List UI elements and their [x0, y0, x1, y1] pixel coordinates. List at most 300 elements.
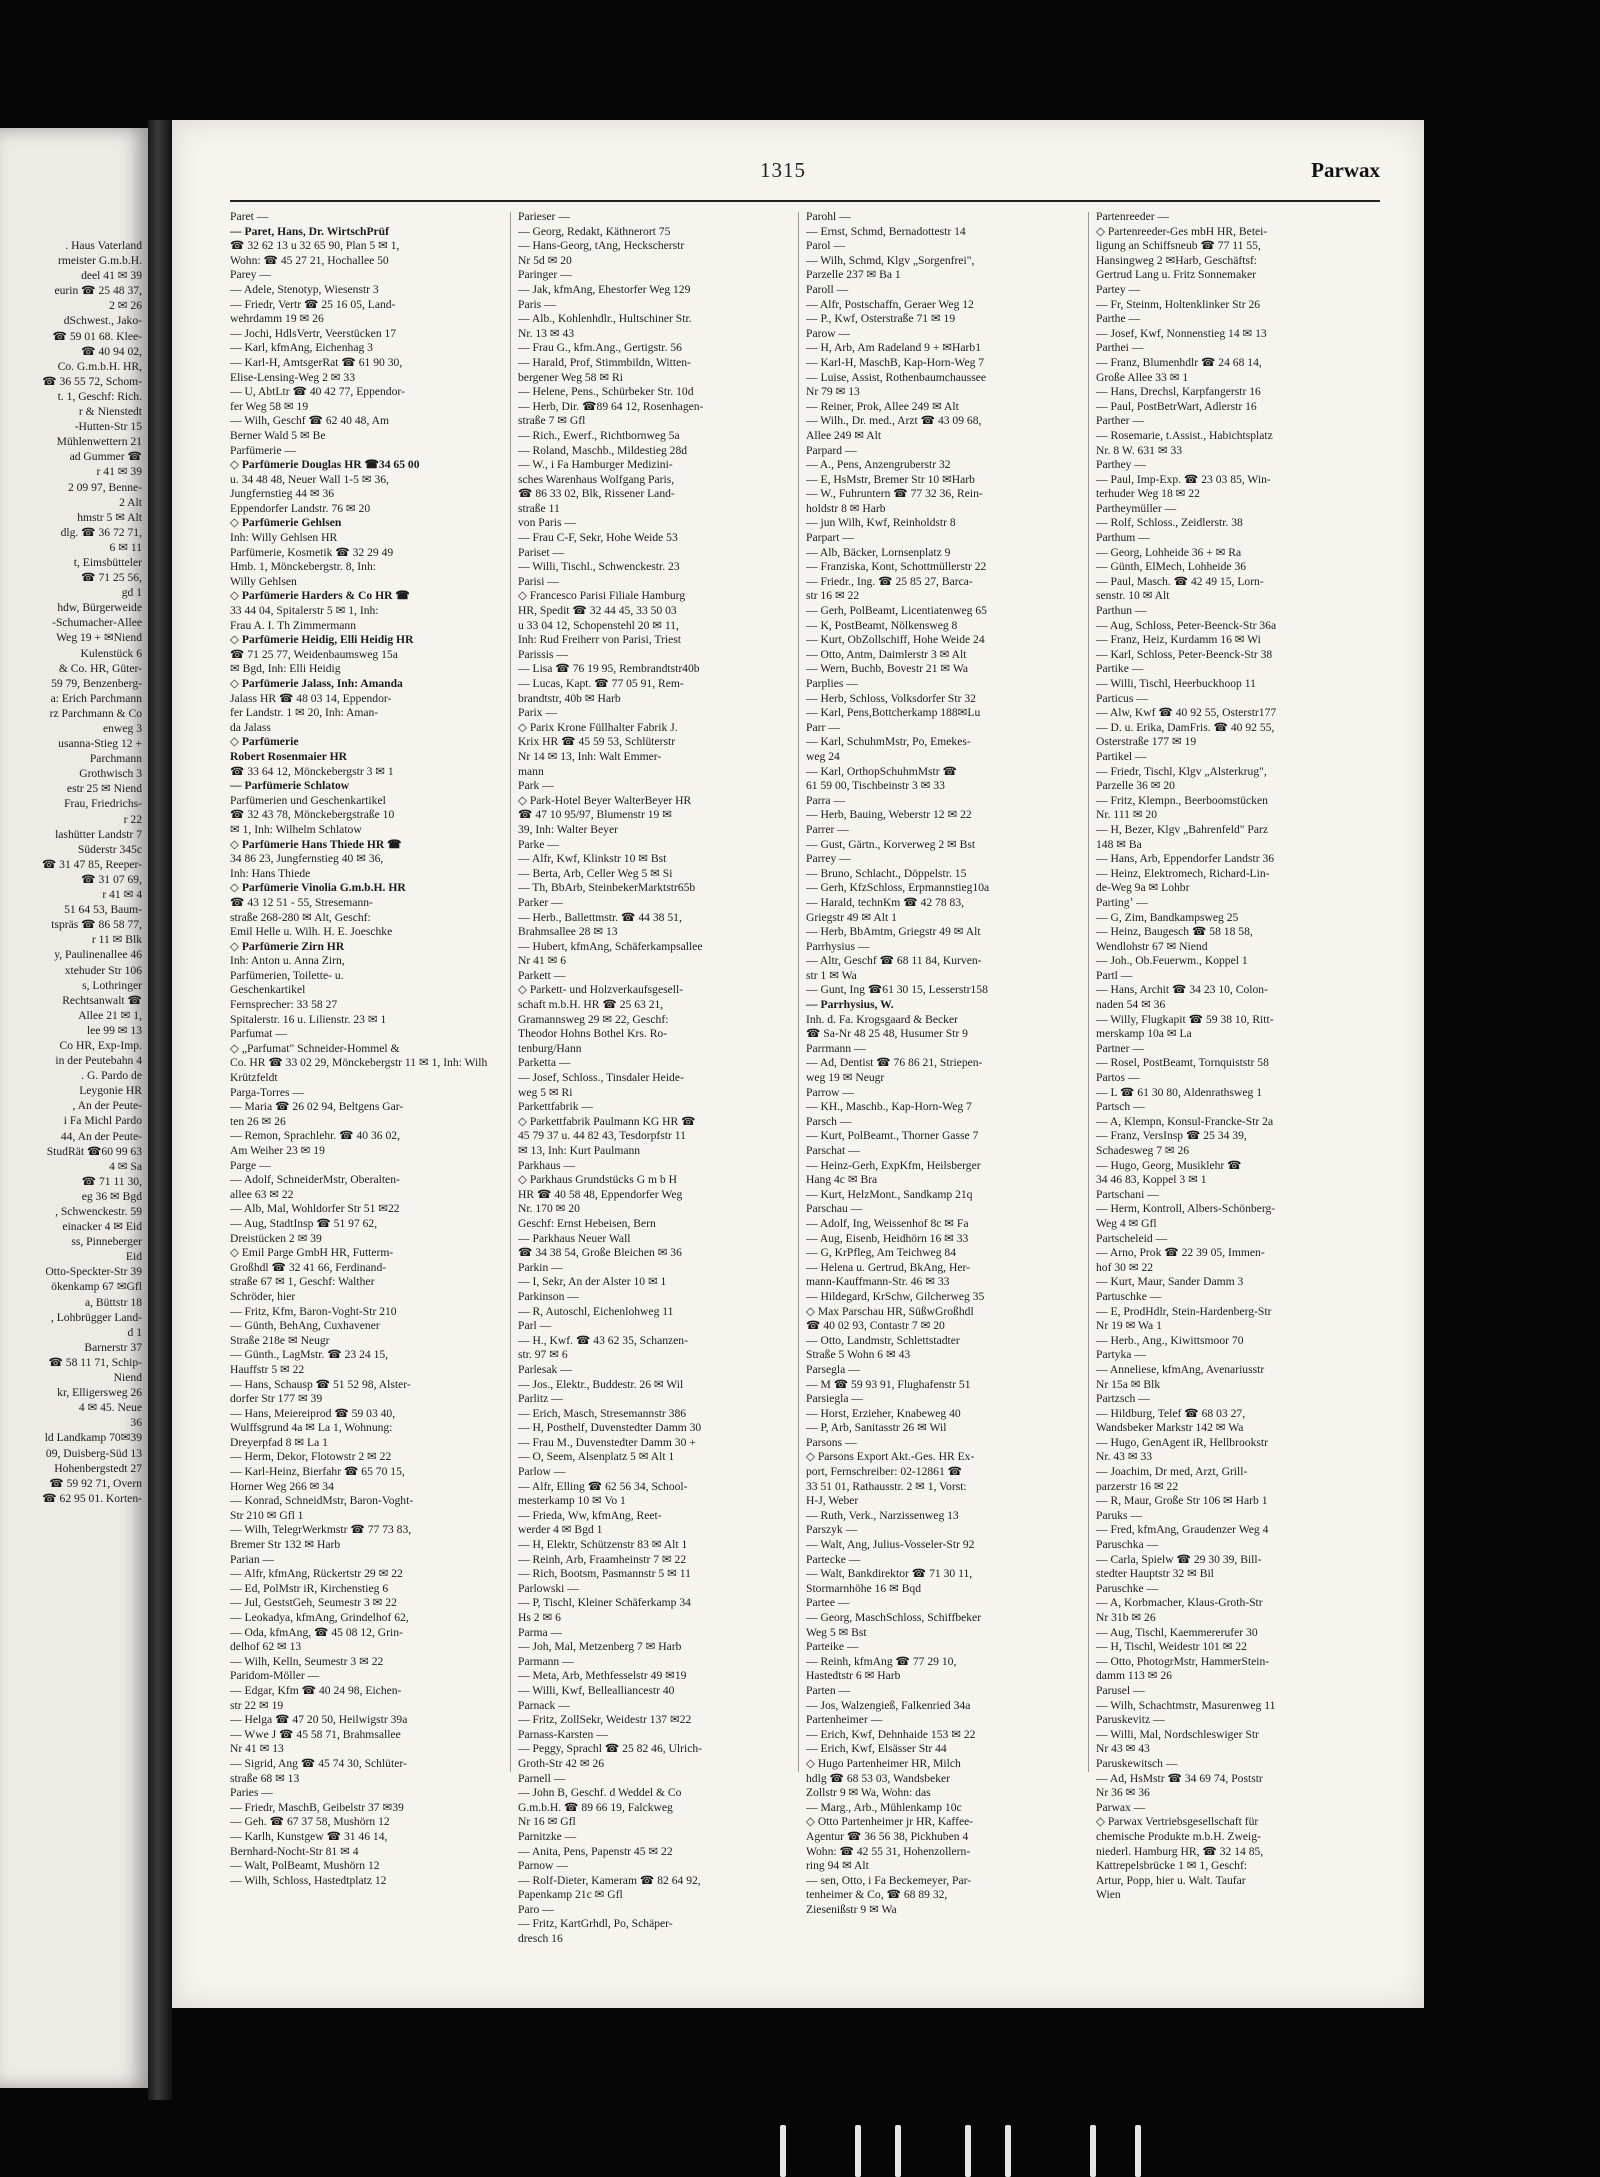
left-page-line: y, Paulinenallee 46	[54, 948, 142, 962]
directory-line: — Willy, Flugkapit ☎ 59 38 10, Ritt-	[1096, 1012, 1274, 1026]
directory-line: — Geh. ☎ 67 37 58, Mushörn 12	[230, 1815, 390, 1829]
directory-line: Kattrepelsbrücke 1 ✉ 1, Geschf:	[1096, 1859, 1248, 1873]
directory-line: — Carla, Spielw ☎ 29 30 39, Bill-	[1096, 1552, 1262, 1566]
directory-line: — Otto, Landmstr, Schlettstadter	[806, 1333, 960, 1347]
directory-line: — G, Zim, Bandkampsweg 25	[1096, 910, 1239, 924]
directory-line: — Willi, Tischl, Heerbuckhoop 11	[1096, 677, 1256, 690]
directory-line: — Alfr, Kwf, Klinkstr 10 ✉ Bst	[518, 852, 667, 866]
directory-line: Großhdl ☎ 32 41 66, Ferdinand-	[230, 1260, 387, 1274]
left-page-line: gd 1	[121, 586, 142, 600]
directory-line: — Th, BbArb, SteinbekerMarktstr65b	[518, 881, 696, 895]
directory-line: straße 7 ✉ Gfl	[518, 414, 586, 428]
directory-line: — Harald, technKm ☎ 42 78 83,	[806, 895, 965, 909]
directory-line: — Heinz, Elektromech, Richard-Lin-	[1096, 866, 1270, 880]
directory-line: — Bruno, Schlacht., Döppelstr. 15	[806, 866, 967, 880]
directory-line: Wulffsgrund 4a ✉ La 1, Wohnung:	[230, 1421, 393, 1435]
directory-line: niederl. Hamburg HR, ☎ 32 14 85,	[1096, 1844, 1264, 1858]
directory-line: — Marg., Arb., Mühlenkamp 10c	[806, 1800, 962, 1814]
directory-line: — Jul, GeststGeh, Seumestr 3 ✉ 22	[230, 1596, 397, 1610]
directory-line: fer Landstr. 1 ✉ 20, Inh: Aman-	[230, 706, 379, 720]
directory-line: 148 ✉ Ba	[1096, 837, 1142, 851]
directory-line: — Frau G., kfm.Ang., Gertigstr. 56	[518, 341, 682, 355]
directory-line: — Otto, Antm, Daimlerstr 3 ✉ Alt	[806, 647, 967, 661]
directory-line: Parkettfabrik —	[518, 1100, 594, 1114]
directory-line: — Alb, Mal, Wohldorfer Str 51 ✉22	[230, 1202, 400, 1216]
directory-line: — Paul, Masch. ☎ 42 49 15, Lorn-	[1096, 574, 1264, 588]
directory-line: Eppendorfer Landstr. 76 ✉ 20	[230, 501, 371, 515]
directory-line: hof 30 ✉ 22	[1096, 1260, 1154, 1274]
directory-line: Partuschke —	[1096, 1289, 1162, 1303]
directory-line: Parthe —	[1096, 312, 1141, 326]
directory-line: — P., Kwf, Osterstraße 71 ✉ 19	[806, 312, 956, 326]
directory-line: Zollstr 9 ✉ Wa, Wohn: das	[806, 1786, 931, 1800]
directory-line: Parrhysius —	[806, 939, 870, 953]
directory-line: werder 4 ✉ Bgd 1	[518, 1523, 603, 1537]
directory-line: Nr 43 ✉ 43	[1096, 1742, 1150, 1756]
directory-line: — Alfr, Postschaffn, Geraer Weg 12	[806, 297, 974, 311]
directory-line: Parmann —	[518, 1654, 574, 1668]
left-page-line: usanna-Stieg 12 +	[58, 737, 142, 751]
directory-line: Wohn: ☎ 45 27 21, Hochallee 50	[230, 253, 389, 267]
directory-line: — Ed, PolMstr iR, Kirchenstieg 6	[230, 1581, 389, 1595]
directory-line: straße 11	[518, 501, 560, 515]
directory-line: 39, Inh: Walter Beyer	[518, 822, 618, 836]
left-page-line: t, Eimsbütteler	[73, 555, 142, 569]
directory-line: — Anneliese, kfmAng, Avenariusstr	[1096, 1362, 1265, 1376]
directory-line: — Reinh, kfmAng ☎ 77 29 10,	[806, 1654, 957, 1668]
directory-line: Parfümerie —	[230, 443, 296, 457]
directory-line: — Remon, Sprachlehr. ☎ 40 36 02,	[230, 1129, 400, 1143]
left-page-line: . Haus Vaterland	[65, 239, 142, 252]
directory-line: — Adele, Stenotyp, Wiesenstr 3	[230, 282, 379, 296]
directory-line: — Gunt, Ing ☎61 30 15, Lesserstr158	[806, 983, 988, 997]
left-page-line: Kulenstück 6	[80, 646, 142, 660]
left-page-line: . G. Pardo de	[81, 1069, 142, 1083]
directory-line: Parsegla —	[806, 1362, 860, 1376]
directory-line: Parix —	[518, 706, 557, 720]
directory-line: Frau A. I. Th Zimmermann	[230, 618, 357, 632]
directory-line: — Lucas, Kapt. ☎ 77 05 91, Rem-	[518, 677, 684, 690]
directory-line: straße 268-280 ✉ Alt, Geschf:	[230, 910, 371, 924]
directory-line: Co. HR ☎ 33 02 29, Mönckebergstr 11 ✉ 1, Inh: Wilh	[230, 1056, 488, 1070]
directory-line: Emil Helle u. Wilh. H. E. Joeschke	[230, 925, 393, 939]
directory-line: Parra —	[806, 793, 845, 807]
directory-line: Parkin —	[518, 1260, 563, 1274]
directory-line: Parthei —	[1096, 341, 1144, 355]
directory-line: — Herb, Schloss, Volksdorfer Str 32	[806, 691, 976, 705]
directory-line: ◇ Otto Partenheimer jr HR, Kaffee-	[806, 1815, 974, 1829]
directory-line: — K, PostBeamt, Nölkensweg 8	[806, 618, 958, 632]
directory-line: ☎ Sa-Nr 48 25 48, Husumer Str 9	[806, 1027, 968, 1041]
directory-line: parzerstr 16 ✉ 22	[1096, 1479, 1179, 1493]
directory-line: Berner Wald 5 ✉ Be	[230, 428, 326, 442]
directory-line: — D. u. Erika, DamFris. ☎ 40 92 55,	[1096, 720, 1275, 734]
directory-line: Parian —	[230, 1552, 275, 1566]
directory-line: — Harald, Prof, Stimmbildn, Witten-	[518, 355, 691, 369]
directory-line: — Aug, StadtInsp ☎ 51 97 62,	[230, 1216, 378, 1230]
directory-line: ☎ 86 33 02, Blk, Rissener Land-	[518, 487, 675, 501]
directory-line: — Wilh, Schloss, Hastedtplatz 12	[230, 1873, 387, 1887]
left-page-line: ld Landkamp 70✉39	[44, 1431, 142, 1445]
directory-line: bergener Weg 58 ✉ Ri	[518, 370, 623, 384]
directory-line: Parrmann —	[806, 1041, 866, 1055]
left-page-line: rz Parchmann & Co	[49, 706, 142, 720]
directory-line: — Rich., Ewerf., Richtbornweg 5a	[518, 428, 680, 442]
directory-line: — E, HsMstr, Bremer Str 10 ✉Harb	[806, 472, 975, 486]
directory-line: — Wilh, Geschf ☎ 62 40 48, Am	[230, 414, 389, 428]
directory-line: Am Weiher 23 ✉ 19	[230, 1144, 325, 1157]
directory-line: Parplies —	[806, 677, 858, 690]
left-page-line: Frau, Friedrichs-	[64, 797, 142, 811]
directory-line: ✉ Bgd, Inh: Elli Heidig	[230, 662, 341, 676]
directory-line: Paris —	[518, 297, 556, 311]
directory-line: — Günth., LagMstr. ☎ 23 24 15,	[230, 1348, 389, 1362]
directory-line: — jun Wilh, Kwf, Reinholdstr 8	[806, 516, 956, 530]
directory-line: — Willi, Kwf, Belleallianсestr 40	[518, 1683, 675, 1697]
left-page-line: 09, Duisberg-Süd 13	[45, 1446, 142, 1460]
left-page-line: t. 1, Geschf: Rich.	[57, 389, 142, 403]
directory-line: — Jochi, HdlsVertr, Veerstücken 17	[230, 326, 397, 340]
left-page-line: lee 99 ✉ 13	[86, 1023, 142, 1037]
directory-line: Partzsch —	[1096, 1392, 1150, 1406]
directory-line: Hansingweg 2 ✉Harb, Geschäftsf:	[1096, 253, 1258, 267]
left-page-line: 4 ✉ Sa	[109, 1159, 142, 1173]
left-page-line: deel 41 ✉ 39	[81, 269, 142, 283]
directory-line: Jalass HR ☎ 48 03 14, Eppendor-	[230, 691, 392, 705]
header-rule	[230, 200, 1380, 202]
left-page-line: s, Lothringer	[82, 978, 142, 992]
column-divider	[798, 212, 799, 1772]
left-page-fragment	[0, 128, 148, 2088]
directory-line: Straße 218e ✉ Neugr	[230, 1333, 330, 1347]
directory-line: Partikel —	[1096, 749, 1147, 763]
directory-line: — Erich, Masch, Stresemannstr 386	[518, 1406, 687, 1420]
directory-line: HR, Spedit ☎ 32 44 45, 33 50 03	[518, 604, 677, 618]
directory-line: ◇ Parkettfabrik Paulmann KG HR ☎	[518, 1114, 696, 1128]
directory-line: — Herb, BbAmtm, Griegstr 49 ✉ Alt	[806, 925, 981, 939]
directory-line: mesterkamp 10 ✉ Vo 1	[518, 1494, 626, 1508]
directory-line: Parrey —	[806, 852, 851, 866]
directory-line: Paruks —	[1096, 1508, 1143, 1522]
left-page-line: einacker 4 ✉ Eid	[62, 1220, 142, 1234]
left-page-line: hmstr 5 ✉ Alt	[77, 510, 142, 524]
directory-line: — Kurt, Maur, Sander Damm 3	[1096, 1275, 1244, 1289]
directory-line: Weg 5 ✉ Bst	[806, 1625, 867, 1639]
directory-line: Parol —	[806, 239, 845, 253]
directory-line: — M ☎ 59 93 91, Flughafenstr 51	[806, 1377, 971, 1391]
directory-line: ☎ 47 10 95/97, Blumenstr 19 ✉	[518, 808, 672, 822]
directory-line: — H, Elektr, Schützenstr 83 ✉ Alt 1	[518, 1538, 688, 1552]
directory-line: Parissis —	[518, 647, 568, 661]
directory-line: — Wilh, Kelln, Seumestr 3 ✉ 22	[230, 1654, 384, 1668]
directory-line: — Helene, Pens., Schürbeker Str. 10d	[518, 385, 694, 399]
directory-line: Parkett —	[518, 968, 566, 982]
directory-line: port, Fernschreiber: 02-12861 ☎	[806, 1465, 963, 1479]
directory-line: ◇ Francesco Parisi Filiale Hamburg	[518, 589, 686, 603]
directory-line: — Friedr, Vertr ☎ 25 16 05, Land-	[230, 297, 396, 311]
directory-line: Parnell —	[518, 1771, 566, 1785]
directory-line: mann	[518, 764, 544, 778]
directory-line: — Karl, kfmAng, Eichenhag 3	[230, 341, 373, 355]
directory-line: — A., Pens, Anzengruberstr 32	[806, 458, 951, 472]
directory-line: ✉ 13, Inh: Kurt Paulmann	[518, 1144, 641, 1157]
directory-line: Wandsbeker Markstr 142 ✉ Wa	[1096, 1421, 1244, 1435]
directory-line: — Karl-H, MaschB, Kap-Horn-Weg 7	[806, 355, 985, 369]
directory-line: Bremer Str 132 ✉ Harb	[230, 1538, 341, 1552]
directory-line: ☎ 71 25 77, Weidenbaumsweg 15a	[230, 647, 398, 661]
directory-line: — Hildegard, KrSchw, Gilcherweg 35	[806, 1289, 985, 1303]
directory-line: Groth-Str 42 ✉ 26	[518, 1756, 605, 1770]
directory-line: ring 94 ✉ Alt	[806, 1859, 869, 1873]
directory-line: — Hugo, GenAgent iR, Hellbrookstr	[1096, 1435, 1268, 1449]
directory-line: — Hans-Georg, tAng, Heckscherstr	[518, 239, 685, 253]
directory-line: ligung an Schiffsneub ☎ 77 11 55,	[1096, 239, 1261, 253]
directory-line: — Heinz, Baugesch ☎ 58 18 58,	[1096, 925, 1253, 939]
directory-line: Parnass-Karsten —	[518, 1727, 608, 1741]
directory-line: — Wilh, TelegrWerkmstr ☎ 77 73 83,	[230, 1523, 412, 1537]
directory-line: — Fritz, Klempn., Beerboomstücken	[1096, 793, 1268, 807]
directory-line: ◇ Parfümerie Hans Thiede HR ☎	[230, 837, 402, 851]
directory-line: Dreyerpfad 8 ✉ La 1	[230, 1435, 328, 1449]
directory-line: Partenreeder —	[1096, 210, 1170, 223]
directory-line: — Ad, HsMstr ☎ 34 69 74, Poststr	[1096, 1771, 1263, 1785]
directory-line: Fernsprecher: 33 58 27	[230, 998, 338, 1012]
directory-line: — E, ProdHdlr, Stein-Hardenberg-Str	[1096, 1304, 1272, 1318]
directory-line: — Meta, Arb, Methfesselstr 49 ✉19	[518, 1669, 687, 1683]
directory-line: ◇ Park-Hotel Beyer WalterBeyer HR	[518, 793, 692, 807]
directory-line: — Gerh, KfzSchloss, Erpmannstieg10a	[806, 881, 990, 895]
directory-line: terhuder Weg 18 ✉ 22	[1096, 487, 1200, 501]
directory-line: chemische Produkte m.b.H. Zweig-	[1096, 1829, 1261, 1843]
left-page-line: r 41 ✉ 39	[96, 465, 142, 479]
directory-line: — W., Fuhruntern ☎ 77 32 36, Rein-	[806, 487, 983, 501]
directory-line: Nr 16 ✉ Gfl	[518, 1815, 576, 1829]
left-page-line: ☎ 71 25 56,	[81, 571, 142, 585]
directory-line: Agentur ☎ 36 56 38, Pickhuben 4	[806, 1829, 969, 1843]
directory-line: — Alfr, Elling ☎ 62 56 34, School-	[518, 1479, 688, 1493]
left-page-line: Allee 21 ✉ 1,	[78, 1008, 142, 1022]
directory-line: — Hildburg, Telef ☎ 68 03 27,	[1096, 1406, 1246, 1420]
directory-line: Nr 14 ✉ 13, Inh: Walt Emmer-	[518, 749, 662, 763]
directory-line: Parwax —	[1096, 1800, 1146, 1814]
left-page-line: Rechtsanwalt ☎	[62, 993, 142, 1007]
directory-line: Parieser —	[518, 210, 570, 223]
left-page-line: a: Erich Parchmann	[50, 691, 142, 705]
left-page-line: r 22	[123, 812, 142, 826]
directory-line: — Alw, Kwf ☎ 40 92 55, Osterstr177	[1096, 706, 1277, 720]
directory-line: Hastedtstr 6 ✉ Harb	[806, 1669, 901, 1683]
directory-line: — Joachim, Dr med, Arzt, Grill-	[1096, 1465, 1248, 1479]
directory-line: — Karlh, Kunstgew ☎ 31 46 14,	[230, 1829, 388, 1843]
left-page-line: ☎ 31 07 69,	[81, 872, 142, 886]
directory-line: — Heinz-Gerh, ExpKfm, Heilsberger	[806, 1158, 981, 1172]
left-page-line: Süderstr 345c	[77, 842, 142, 856]
directory-line: Parr —	[806, 720, 840, 734]
left-page-line: StudRät ☎60 99 63	[46, 1144, 142, 1158]
left-page-line: Grothwisch 3	[79, 767, 142, 781]
directory-line: — H, Posthelf, Duvenstedter Damm 30	[518, 1421, 702, 1435]
directory-line: stedter Hauptstr 32 ✉ Bil	[1096, 1567, 1214, 1581]
directory-line: Inh. d. Fa. Krogsgaard & Becker	[806, 1012, 958, 1026]
directory-line: Hang 4c ✉ Bra	[806, 1173, 878, 1187]
directory-line: — Erich, Kwf, Dehnhaide 153 ✉ 22	[806, 1727, 976, 1741]
directory-line: Parpard —	[806, 443, 857, 457]
directory-line: Horner Weg 266 ✉ 34	[230, 1479, 334, 1493]
directory-line: Inh: Rud Freiherr von Parisi, Triest	[518, 633, 681, 647]
directory-line: Pariset —	[518, 545, 565, 559]
directory-line: ◇ Parix Krone Füllhalter Fabrik J.	[518, 720, 678, 734]
directory-line: Parten —	[806, 1683, 851, 1697]
left-page-line: r & Nienstedt	[78, 405, 142, 419]
directory-line: — Ruth, Verk., Narzissenweg 13	[806, 1508, 959, 1522]
directory-line: — Paret, Hans, Dr. WirtschPrüf	[230, 224, 389, 238]
directory-line: — U, AbtLtr ☎ 40 42 77, Eppendor-	[230, 385, 405, 399]
directory-line: Partecke —	[806, 1552, 861, 1566]
directory-line: — Fritz, ZollSekr, Weidestr 137 ✉22	[518, 1713, 692, 1727]
directory-line: Parisi —	[518, 574, 559, 588]
directory-line: — Fr, Steinm, Holtenklinker Str 26	[1096, 297, 1261, 311]
left-page-line: Niend	[113, 1371, 142, 1385]
directory-line: Parnack —	[518, 1698, 570, 1712]
directory-line: Nr 31b ✉ 26	[1096, 1611, 1156, 1624]
directory-line: — H, Arb, Am Radeland 9 + ✉Harb1	[806, 341, 981, 355]
directory-line: tenheimer & Co, ☎ 68 89 32,	[806, 1888, 948, 1902]
directory-line: Dreistücken 2 ✉ 39	[230, 1231, 322, 1245]
directory-line: Particus —	[1096, 691, 1148, 705]
directory-line: — G, KrPfleg, Am Teichweg 84	[806, 1246, 956, 1260]
directory-line: ☎ 43 12 51 - 55, Stresemann-	[230, 895, 373, 909]
directory-line: Gramannsweg 29 ✉ 22, Geschf:	[518, 1012, 669, 1026]
directory-line: Weg 4 ✉ Gfl	[1096, 1216, 1157, 1230]
directory-line: — Franz, Heiz, Kurdamm 16 ✉ Wi	[1096, 633, 1261, 647]
directory-line: Parther —	[1096, 414, 1144, 428]
directory-line: — Parfümerie Schlatow	[230, 779, 350, 793]
film-mark	[965, 2125, 971, 2177]
directory-line: Parzelle 36 ✉ 20	[1096, 779, 1175, 793]
directory-line: Nr 19 ✉ Wa 1	[1096, 1319, 1162, 1333]
directory-line: — Karl, Schloss, Peter-Beenck-Str 38	[1096, 647, 1273, 661]
directory-line: Geschenkartikel	[230, 983, 306, 997]
directory-line: Parpart —	[806, 531, 854, 545]
directory-line: — Hugo, Georg, Musiklehr ☎	[1096, 1158, 1242, 1172]
directory-line: — Paul, Imp-Exp. ☎ 23 03 85, Win-	[1096, 472, 1271, 486]
directory-line: 34 86 23, Jungfernstieg 40 ✉ 36,	[230, 852, 384, 866]
directory-line: — Paul, PostBetrWart, Adlerstr 16	[1096, 399, 1257, 413]
directory-line: ◇ Parsons Export Akt.-Ges. HR Ex-	[806, 1450, 975, 1464]
directory-line: Brahmsallee 28 ✉ 13	[518, 925, 618, 939]
left-page-line: -Schumacher-Allee	[52, 616, 142, 630]
directory-line: — Georg, Lohheide 36 + ✉ Ra	[1096, 545, 1242, 559]
directory-line: Nr. 13 ✉ 43	[518, 326, 575, 340]
directory-line: mann-Kauffmann-Str. 46 ✉ 33	[806, 1275, 950, 1289]
directory-line: Paruschke —	[1096, 1581, 1159, 1595]
directory-line: — Reiner, Prok, Allee 249 ✉ Alt	[806, 399, 959, 413]
directory-line: — Adolf, Ing, Weissenhof 8c ✉ Fa	[806, 1216, 969, 1230]
directory-line: — L ☎ 61 30 80, Aldenrathsweg 1	[1096, 1085, 1262, 1099]
directory-line: — Jos, Walzengieß, Falkenried 34a	[806, 1698, 971, 1712]
film-mark	[895, 2125, 901, 2177]
directory-line: — Wwe J ☎ 45 58 71, Brahmsallee	[230, 1727, 401, 1741]
directory-column-2	[518, 210, 790, 1947]
directory-line: Inh: Anton u. Anna Zirn,	[230, 954, 345, 968]
directory-line: — H., Kwf. ☎ 43 62 35, Schanzen-	[518, 1333, 688, 1347]
directory-line: weg 5 ✉ Ri	[518, 1085, 573, 1099]
directory-line: Parlowski —	[518, 1581, 579, 1595]
directory-line: — Otto, PhotogrMstr, HammerStein-	[1096, 1654, 1270, 1668]
left-page-line: Weg 19 + ✉Niend	[56, 631, 142, 645]
directory-line: ◇ Hugo Partenheimer HR, Milch	[806, 1756, 961, 1770]
directory-line: Griegstr 49 ✉ Alt 1	[806, 910, 897, 924]
directory-line: Osterstraße 177 ✉ 19	[1096, 735, 1197, 749]
directory-line: Inh: Hans Thiede	[230, 866, 311, 880]
directory-line: ◇ Parfümerie Vinolia G.m.b.H. HR	[230, 881, 406, 895]
left-page-line: r 41 ✉ 4	[102, 888, 142, 902]
directory-line: Papenkamp 21c ✉ Gfl	[518, 1888, 623, 1902]
directory-line: ☎ 32 62 13 u 32 65 90, Plan 5 ✉ 1,	[230, 239, 400, 253]
film-mark	[780, 2125, 786, 2177]
directory-line: — sen, Otto, i Fa Beckemeyer, Par-	[806, 1873, 972, 1887]
directory-line: Parlesak —	[518, 1362, 572, 1376]
directory-line: hdlg ☎ 68 53 03, Wandsbeker	[806, 1771, 951, 1785]
directory-line: ☎ 32 43 78, Mönckebergstraße 10	[230, 808, 395, 822]
directory-line: Parke —	[518, 837, 559, 851]
directory-line: Parthun —	[1096, 604, 1147, 618]
directory-line: — Willi, Tischl., Schwenckestr. 23	[518, 560, 680, 574]
left-page-line: ☎ 62 95 01. Korten-	[42, 1491, 142, 1505]
directory-line: — Rich, Bootsm, Pasmannstr 5 ✉ 11	[518, 1567, 691, 1581]
directory-line: Nr. 170 ✉ 20	[518, 1202, 580, 1216]
directory-line: str 16 ✉ 22	[806, 589, 860, 603]
directory-line: Schröder, hier	[230, 1289, 296, 1303]
directory-line: — Herb., Ballettmstr. ☎ 44 38 51,	[518, 910, 682, 924]
left-page-line: tspräs ☎ 86 58 77,	[51, 918, 142, 932]
directory-line: Parrer —	[806, 822, 849, 836]
directory-line: Paret —	[230, 210, 269, 223]
directory-line: ◇ Parfümerie	[230, 735, 299, 749]
directory-line: H-J, Weber	[806, 1494, 859, 1508]
directory-line: Krützfeldt	[230, 1071, 278, 1085]
column-divider	[510, 212, 511, 1772]
directory-line: — Alfr, kfmAng, Rückertstr 29 ✉ 22	[230, 1567, 403, 1581]
directory-line: — Hans, Arb, Eppendorfer Landstr 36	[1096, 852, 1275, 866]
directory-line: — Herm, Kontroll, Albers-Schönberg-	[1096, 1202, 1276, 1216]
directory-line: Wohn: ☎ 42 55 31, Hohenzollern-	[806, 1844, 971, 1858]
left-page-line: i Fa Michl Pardo	[63, 1114, 142, 1128]
directory-line: — John B, Geschf. d Weddel & Co	[518, 1786, 682, 1800]
directory-line: Spitalerstr. 16 u. Lilienstr. 23 ✉ 1	[230, 1012, 387, 1026]
directory-line: — Friedr, Tischl, Klgv „Alsterkrug",	[1096, 764, 1267, 778]
directory-line: — Luise, Assist, Rothenbaumchaussee	[806, 370, 987, 384]
directory-line: Nr 41 ✉ 13	[230, 1742, 284, 1756]
directory-line: dorfer Str 177 ✉ 39	[230, 1392, 323, 1406]
left-page-line: Eid	[125, 1250, 142, 1264]
directory-line: — Friedr., Ing. ☎ 25 85 27, Barca-	[806, 574, 973, 588]
directory-line: — Joh., Ob.Feuerwm., Koppel 1	[1096, 954, 1248, 968]
directory-line: Paries —	[230, 1786, 273, 1800]
page-number: 1315	[760, 158, 806, 182]
left-page-line: 4 ✉ 45. Neue	[78, 1401, 142, 1415]
directory-line: Hs 2 ✉ 6	[518, 1611, 561, 1624]
left-page-line: Co HR, Exp-Imp.	[59, 1038, 142, 1052]
directory-line: — Günth, BehAng, Cuxhavener	[230, 1319, 380, 1333]
directory-line: — Maria ☎ 26 02 94, Beltgens Gar-	[230, 1100, 404, 1114]
directory-line: sches Warenhaus Wolfgang Paris,	[518, 472, 675, 486]
left-page-line: hdw, Bürgerweide	[57, 601, 142, 615]
left-page-line: ad Gummer ☎	[69, 450, 142, 464]
directory-line: — Karl-Heinz, Bierfahr ☎ 65 70 15,	[230, 1465, 405, 1479]
directory-line: Partl —	[1096, 968, 1133, 982]
left-page-line: 6 ✉ 11	[109, 540, 142, 554]
